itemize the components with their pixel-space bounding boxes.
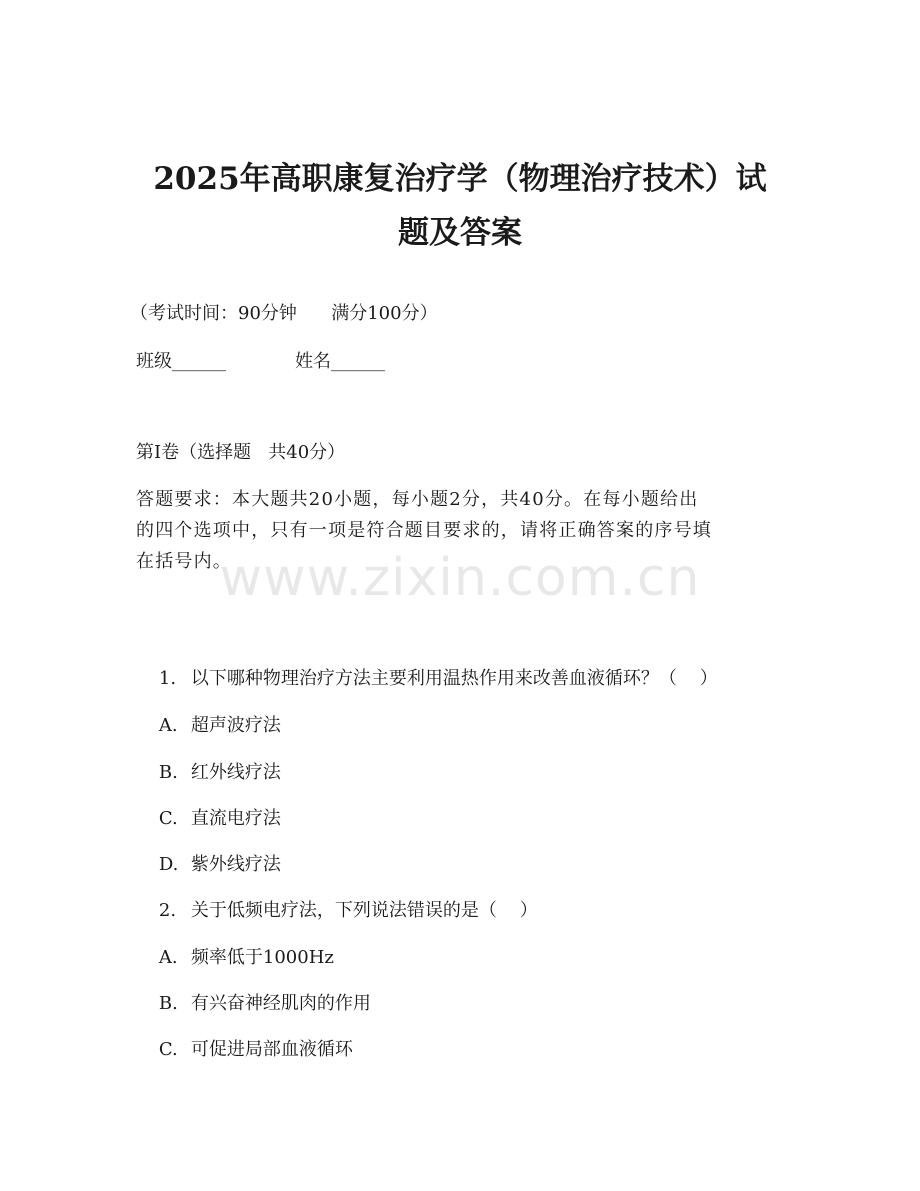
option-text: 频率低于1000Hz	[190, 947, 334, 968]
option-text: 红外线疗法	[190, 762, 281, 783]
option-letter: D.	[158, 854, 179, 875]
option-letter: A.	[158, 715, 178, 736]
option-2c	[136, 1014, 353, 1086]
option-letter: B.	[158, 762, 178, 783]
option-text: 直流电疗法	[190, 808, 281, 829]
option-letter: B.	[158, 993, 178, 1014]
question-number: 2.	[158, 900, 177, 921]
option-letter: A.	[158, 947, 178, 968]
name-field: 姓名______	[295, 351, 385, 372]
question-number: 1.	[158, 668, 177, 689]
question-text: 以下哪种物理治疗方法主要利用温热作用来改善血液循环？（ ）	[190, 668, 718, 689]
option-letter: C.	[158, 1039, 178, 1060]
document-title	[120, 152, 800, 260]
instructions-line: 的四个选项中，只有一项是符合题目要求的，请将正确答案的序号填	[136, 520, 712, 541]
option-text: 有兴奋神经肌肉的作用	[190, 993, 371, 1014]
instructions-paragraph	[136, 484, 776, 577]
instructions-line: 在括号内。	[136, 551, 232, 572]
class-field: 班级______	[136, 351, 226, 372]
option-text: 紫外线疗法	[190, 854, 281, 875]
instructions-line: 答题要求：本大题共20小题，每小题2分，共40分。在每小题给出	[136, 489, 699, 510]
option-text: 超声波疗法	[190, 715, 281, 736]
question-text: 关于低频电疗法，下列说法错误的是（ ）	[190, 900, 538, 921]
option-letter: C.	[158, 808, 178, 829]
title-line-2: 题及答案	[398, 215, 522, 251]
section-heading: 第I卷（选择题 共40分）	[136, 442, 346, 463]
title-line-1: 2025年高职康复治疗学（物理治疗技术）试	[153, 161, 767, 197]
option-text: 可促进局部血液循环	[190, 1039, 353, 1060]
watermark: www.zixin.com.cn	[219, 548, 701, 608]
exam-info: （考试时间：90分钟 满分100分）	[130, 303, 438, 324]
